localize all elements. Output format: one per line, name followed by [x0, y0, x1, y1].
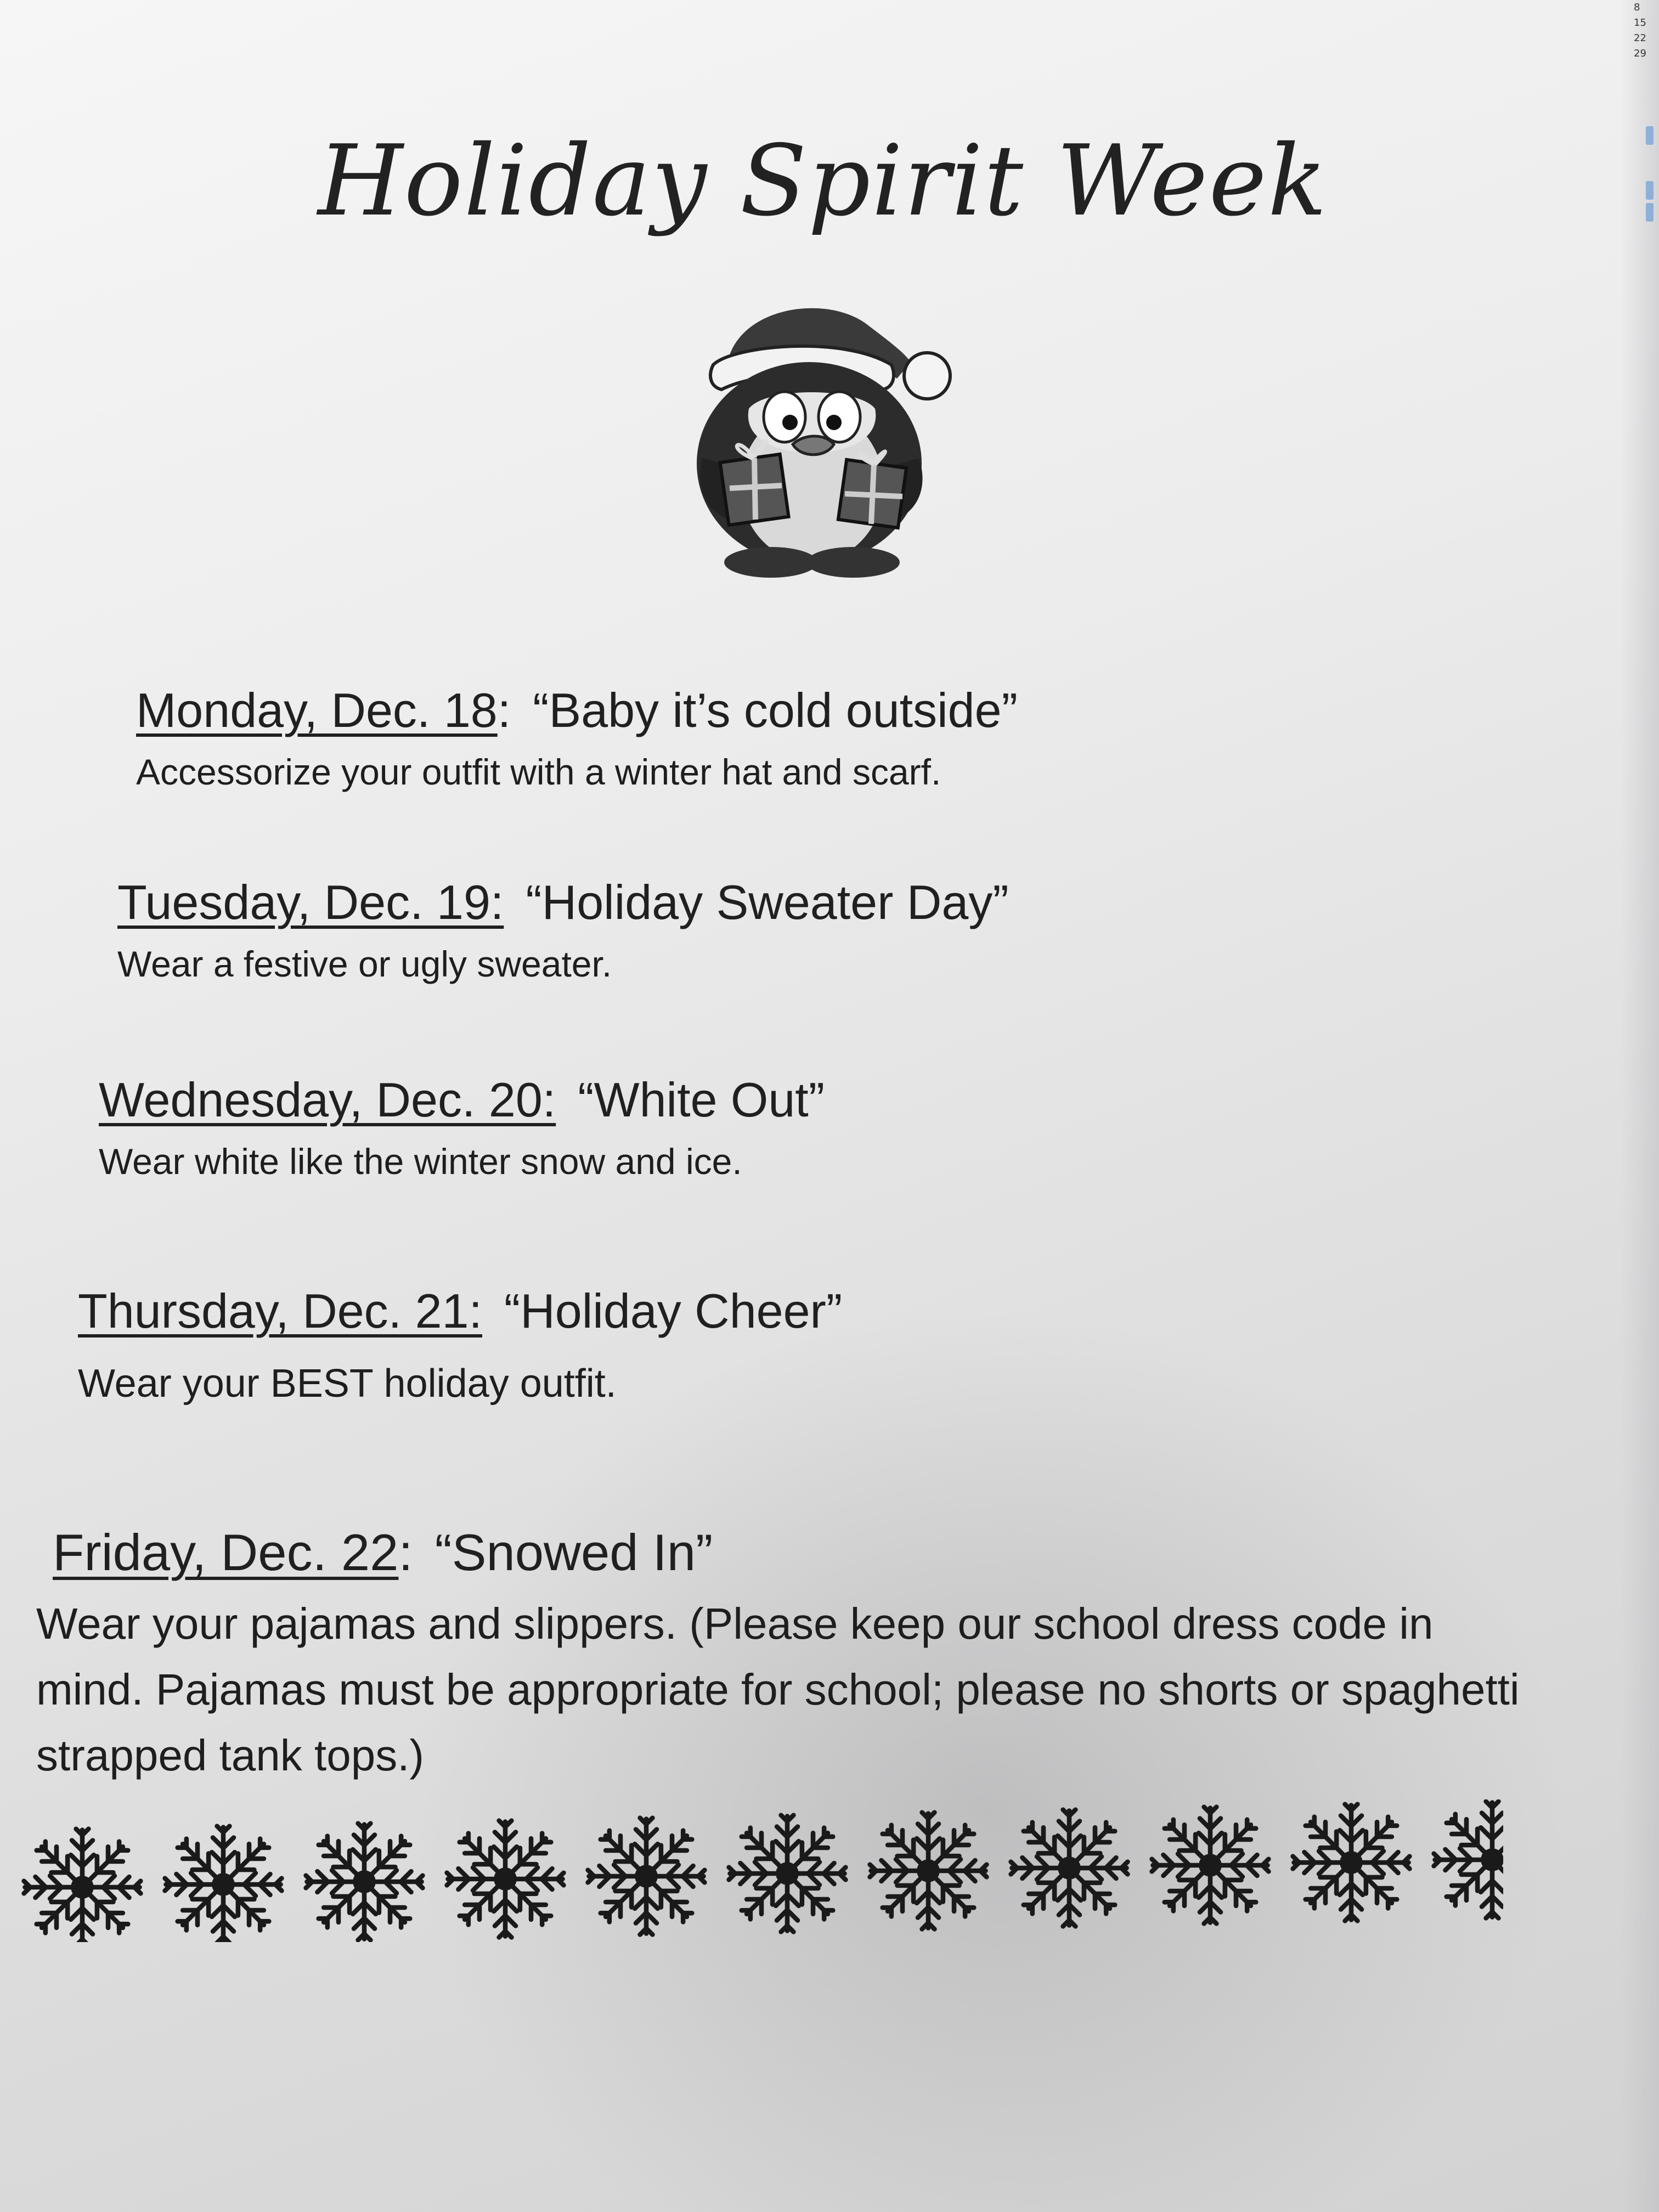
snowflake-icon	[1434, 1802, 1503, 1918]
flyer-title: Holiday Spirit Week	[318, 124, 1328, 238]
adjacent-calendar-edge	[1621, 0, 1659, 2212]
day-tuesday	[117, 875, 1009, 987]
snowflake-icon	[588, 1818, 705, 1935]
edge-number: 29	[1634, 48, 1646, 59]
day-description: Wear a festive or ugly sweater.	[117, 944, 612, 984]
day-date: Tuesday, Dec. 19:	[117, 875, 504, 929]
day-heading	[99, 1073, 825, 1127]
day-date: Wednesday, Dec. 20:	[99, 1073, 556, 1127]
blue-tab-mark	[1646, 203, 1654, 222]
day-theme: “Holiday Cheer”	[504, 1284, 843, 1338]
day-theme: “White Out”	[578, 1073, 825, 1127]
day-heading	[53, 1525, 1528, 1580]
snowflake-icon	[1152, 1807, 1269, 1924]
penguin-santa-hat-icon	[661, 283, 974, 579]
day-description: Wear white like the winter snow and ice.	[99, 1141, 742, 1182]
snowflake-icon	[1293, 1804, 1410, 1921]
calendar-edge-numbers	[1634, 0, 1656, 61]
day-description: Wear your BEST holiday outfit.	[78, 1362, 617, 1406]
snowflake-icon	[870, 1813, 987, 1929]
snowflake-icon	[729, 1815, 846, 1932]
blue-tab-mark	[1646, 181, 1654, 200]
snowflake-border	[16, 1799, 1503, 1942]
snowflake-icon	[306, 1824, 423, 1940]
day-theme: “Holiday Sweater Day”	[526, 875, 1009, 929]
day-description: Wear your pajamas and slippers. (Please keep our school dress code in mind. Pajamas must be appropriate for school; please no shorts or spaghetti strapped tank tops.)	[36, 1599, 1520, 1780]
date-separator: :	[398, 1523, 413, 1581]
blue-tab-mark	[1646, 126, 1654, 145]
day-thursday	[78, 1284, 842, 1407]
edge-number: 15	[1634, 17, 1646, 29]
day-heading	[136, 683, 1018, 738]
day-theme: “Snowed In”	[435, 1523, 713, 1581]
day-date: Monday, Dec. 18	[136, 683, 498, 737]
edge-number: 8	[1634, 2, 1640, 13]
snowflake-icon	[24, 1829, 141, 1942]
day-monday	[136, 683, 1018, 795]
day-heading	[78, 1284, 842, 1339]
day-heading	[117, 875, 1009, 930]
date-separator: :	[497, 683, 511, 737]
day-date: Thursday, Dec. 21:	[78, 1284, 482, 1338]
edge-number: 22	[1634, 32, 1646, 44]
day-description: Accessorize your outfit with a winter hat and scarf.	[136, 752, 941, 792]
snowflake-icon	[447, 1821, 564, 1938]
snowflake-icon	[165, 1826, 282, 1942]
snowflake-icon	[1011, 1810, 1128, 1927]
day-wednesday	[99, 1073, 825, 1184]
day-date: Friday, Dec. 22	[53, 1523, 399, 1581]
day-theme: “Baby it’s cold outside”	[533, 683, 1018, 737]
day-friday	[36, 1523, 1528, 1788]
